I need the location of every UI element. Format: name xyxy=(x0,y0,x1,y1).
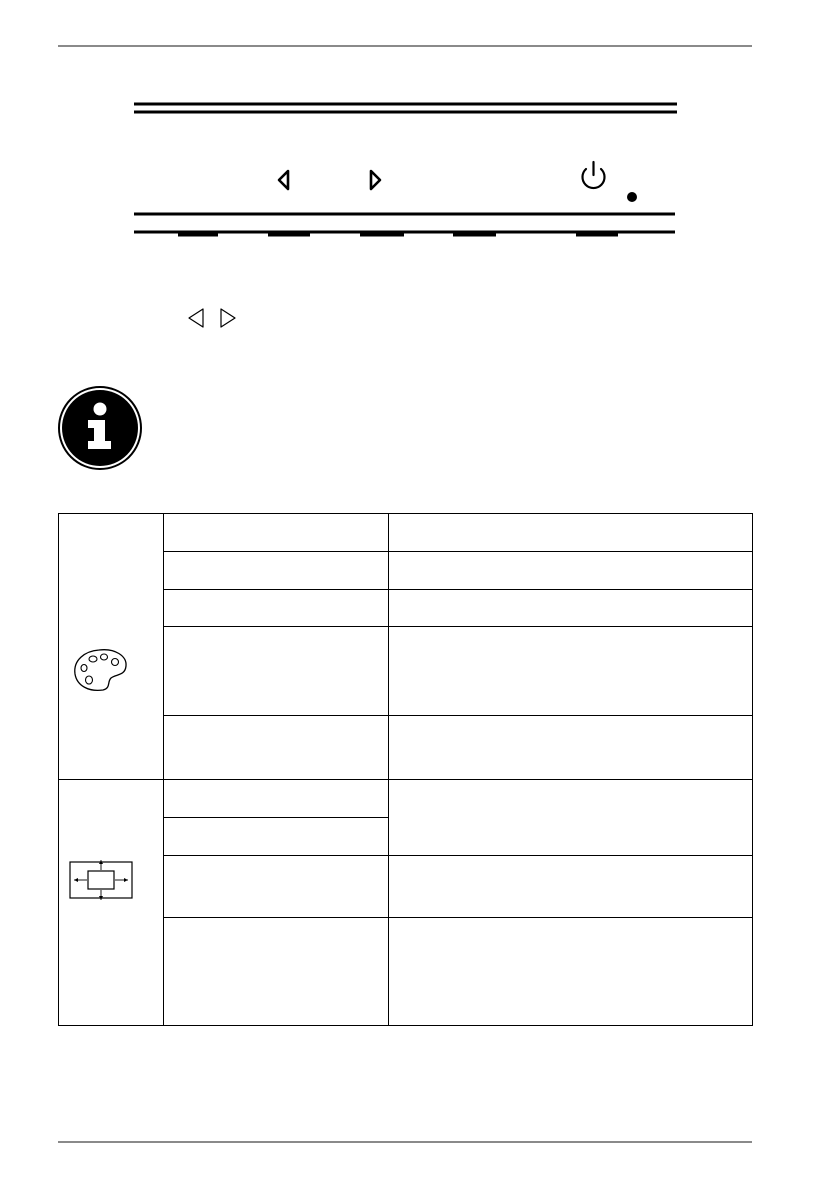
table-cell xyxy=(164,818,389,856)
table-cell xyxy=(164,627,389,716)
nav-arrows xyxy=(183,305,243,331)
table-cell xyxy=(389,780,753,856)
table-cell xyxy=(389,627,753,716)
image-size-icon xyxy=(69,858,133,902)
table-cell xyxy=(164,856,389,918)
table-cell xyxy=(164,918,389,1026)
table-cell xyxy=(389,552,753,590)
table-row xyxy=(59,780,753,818)
info-icon xyxy=(57,385,143,471)
table-cell xyxy=(389,716,753,780)
power-icon xyxy=(583,162,605,188)
monitor-control-bezel xyxy=(130,100,680,240)
table-cell xyxy=(389,514,753,552)
palette-icon xyxy=(69,644,131,694)
image-section-icon-cell xyxy=(59,780,164,1026)
table-cell xyxy=(164,716,389,780)
table-cell xyxy=(389,856,753,918)
table-cell xyxy=(389,590,753,627)
table-cell xyxy=(389,918,753,1026)
footer-rule xyxy=(58,1141,752,1143)
triangle-left-icon xyxy=(279,171,288,189)
triangle-right-icon xyxy=(371,171,380,189)
outline-triangle-right-icon xyxy=(221,309,235,327)
table-row xyxy=(59,514,753,552)
header-rule xyxy=(58,45,752,47)
table-cell xyxy=(164,590,389,627)
color-section-icon-cell xyxy=(59,514,164,780)
power-led xyxy=(627,192,637,202)
table-cell xyxy=(164,780,389,818)
osd-settings-table xyxy=(58,513,753,1026)
outline-triangle-left-icon xyxy=(189,309,203,327)
table-cell xyxy=(164,552,389,590)
table-cell xyxy=(164,514,389,552)
